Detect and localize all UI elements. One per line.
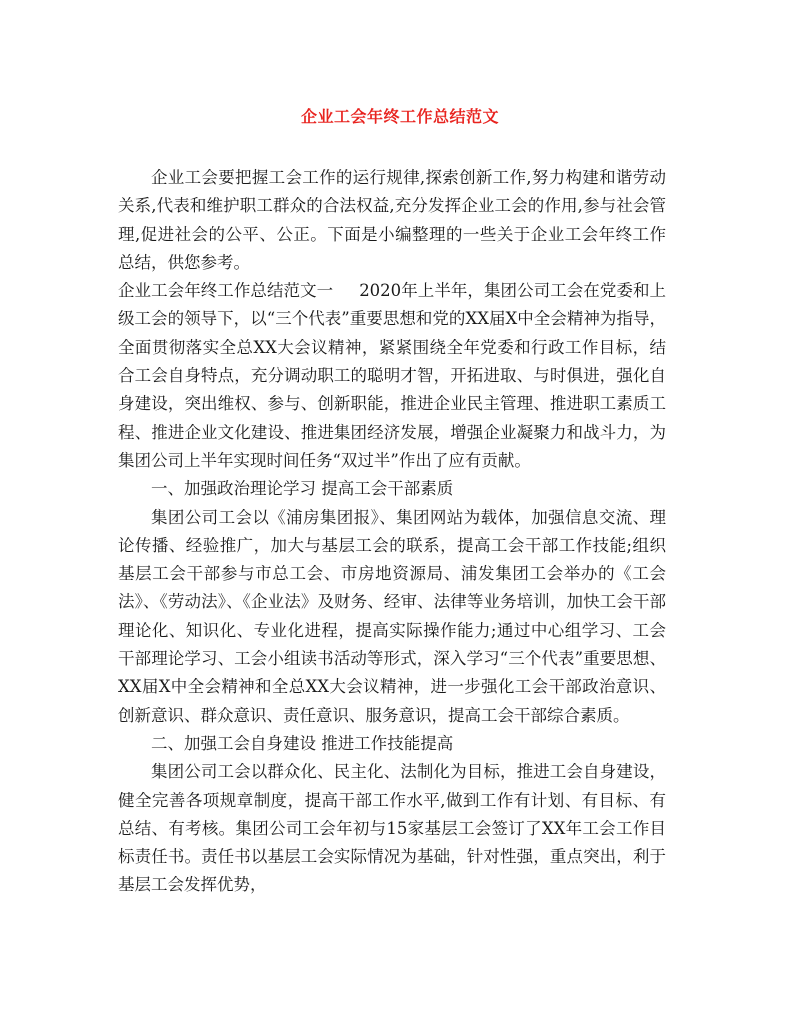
section2-body: 集团公司工会以群众化、民主化、法制化为目标，推进工会自身建设，健全完善各项规章制度，提高干部工作水平,做到工作有计划、有目标、有总结、有考核。集团公司工会年初与15家基层工会签订了XX年工会工作目标责任书。责任书以基层工会实际情况为基础，针对性强，重点突出，利于基层工会发挥优势， — [118, 762, 666, 895]
intro-paragraph: 企业工会要把握工会工作的运行规律,探索创新工作,努力构建和谐劳动关系,代表和维护职工群众的合法权益,充分发挥企业工会的作用,参与社会管理,促进社会的公平、公正。下面是小编整理的一些关于企业工会年终工作总结，供您参考。 — [118, 168, 666, 272]
section1-body: 集团公司工会以《浦房集团报》、集团网站为载体，加强信息交流、理论传播、经验推广，加大与基层工会的联系，提高工会干部工作技能;组织基层工会干部参与市总工会、市房地资源局、浦发集团工会举办的《工会法》、《劳动法》、《企业法》及财务、经审、法律等业务培训，加快工会干部理论化、知识化、专业化进程，提高实际操作能力;通过中心组学习、工会干部理论学习、工会小组读书活动等形式，深入学习“三个代表”重要思想、XX届X中全会精神和全总XX大会议精神，进一步强化工会干部政治意识、创新意识、群众意识、责任意识、服务意识，提高工会干部综合素质。 — [118, 507, 666, 725]
article-paragraph — [118, 277, 666, 475]
document-body — [118, 164, 666, 900]
section1-heading: 一、加强政治理论学习 提高工会干部素质 — [151, 479, 454, 499]
document-title: 企业工会年终工作总结范文 — [300, 107, 499, 126]
section2-heading: 二、加强工会自身建设 推进工作技能提高 — [151, 733, 454, 753]
article-title: 企业工会年终工作总结范文一 — [118, 281, 334, 301]
article-opening: 2020年上半年，集团公司工会在党委和上级工会的领导下，以“三个代表”重要思想和党的XX届X中全会精神为指导，全面贯彻落实全总XX大会议精神，紧紧围绕全年党委和行政工作目标，结合工会自身特点，充分调动职工的聪明才智，开拓进取、与时俱进，强化自身建设，突出维权、参与、创新职能，推进企业民主管理、推进职工素质工程、推进企业文化建设、推进集团经济发展，增强企业凝聚力和战斗力，为集团公司上半年实现时间任务“双过半”作出了应有贡献。 — [118, 281, 667, 470]
